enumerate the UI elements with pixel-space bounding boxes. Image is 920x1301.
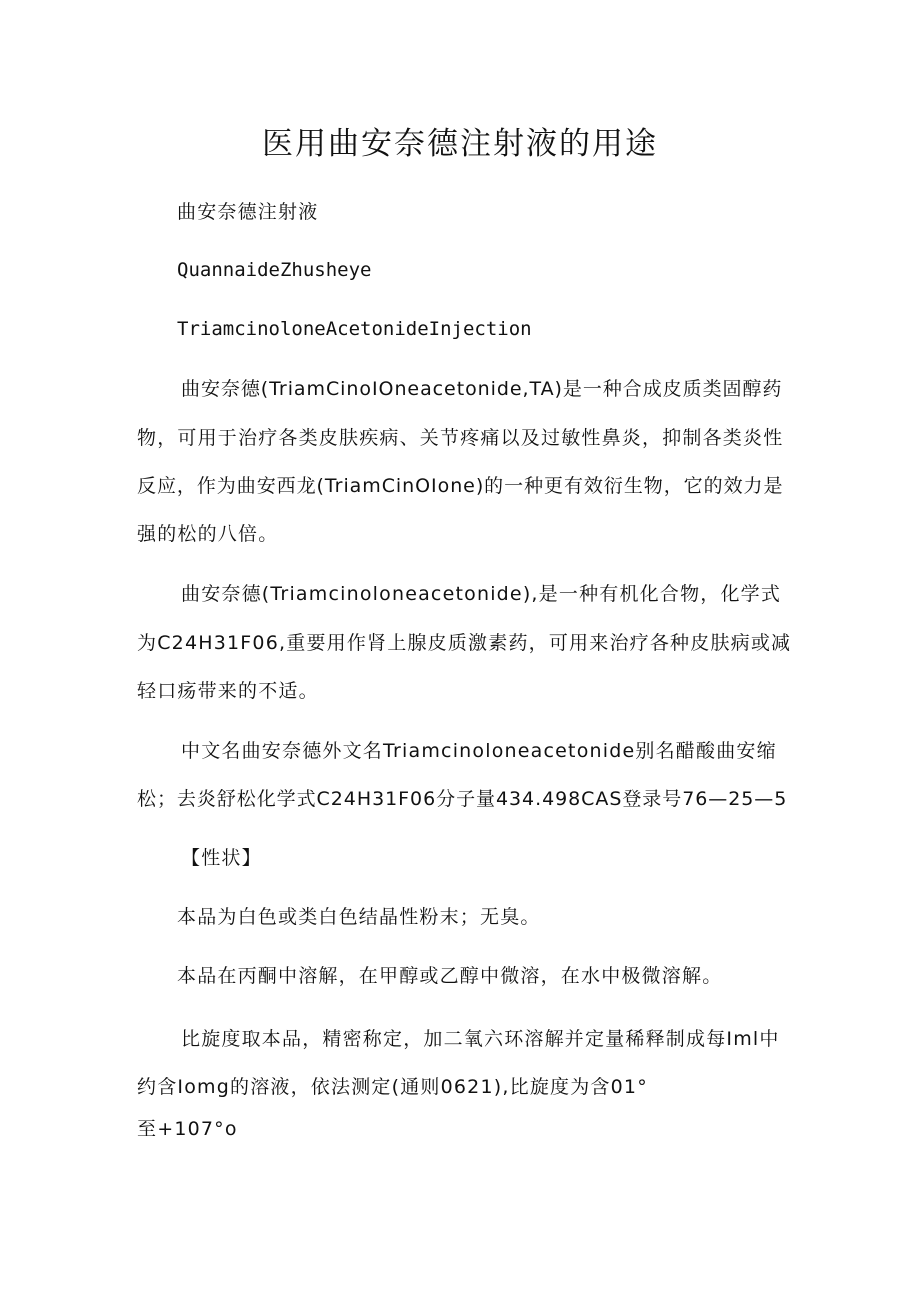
- paragraph-chemistry-line-2: 为C24H31F06,重要用作肾上腺皮质激素药，可用来治疗各种皮肤病或减: [137, 632, 792, 654]
- paragraph-chemistry-line-3: 轻口疡带来的不适。: [137, 680, 319, 702]
- drug-name-pinyin: QuannaideZhusheye: [177, 259, 372, 281]
- section-heading-properties: 【性状】: [181, 847, 262, 869]
- paragraph-identity-line-1: 中文名曲安奈德外文名Triamcinoloneacetonide别名醋酸曲安缩: [181, 740, 777, 762]
- document-title: 医用曲安奈德注射液的用途: [262, 126, 658, 162]
- paragraph-rotation-line-1: 比旋度取本品，精密称定，加二氧六环溶解并定量稀释制成每Iml中: [181, 1028, 780, 1050]
- paragraph-intro-line-1: 曲安奈德(TriamCinoIOneacetonide,TA)是一种合成皮质类固醇药: [181, 378, 783, 400]
- paragraph-rotation-line-2: 约含Iomg的溶液，依法测定(通则0621),比旋度为含01°: [137, 1076, 648, 1098]
- drug-name-english: TriamcinoloneAcetonideInjection: [177, 318, 532, 340]
- paragraph-rotation-line-3: 至+107°o: [137, 1118, 238, 1140]
- paragraph-identity-line-2: 松；去炎舒松化学式C24H31F06分子量434.498CAS登录号76—25—5: [137, 788, 788, 810]
- paragraph-intro-line-2: 物，可用于治疗各类皮肤疾病、关节疼痛以及过敏性鼻炎，抑制各类炎性: [137, 427, 784, 449]
- property-solubility: 本品在丙酮中溶解，在甲醇或乙醇中微溶，在水中极微溶解。: [177, 965, 723, 987]
- paragraph-chemistry-line-1: 曲安奈德(Triamcinoloneacetonide),是一种有机化合物，化学式: [181, 583, 782, 605]
- paragraph-intro-line-3: 反应，作为曲安西龙(TriamCinOIone)的一种更有效衍生物，它的效力是: [137, 475, 784, 497]
- drug-name-chinese: 曲安奈德注射液: [177, 201, 319, 223]
- property-appearance: 本品为白色或类白色结晶性粉末；无臭。: [177, 906, 541, 928]
- paragraph-intro-line-4: 强的松的八倍。: [137, 523, 279, 545]
